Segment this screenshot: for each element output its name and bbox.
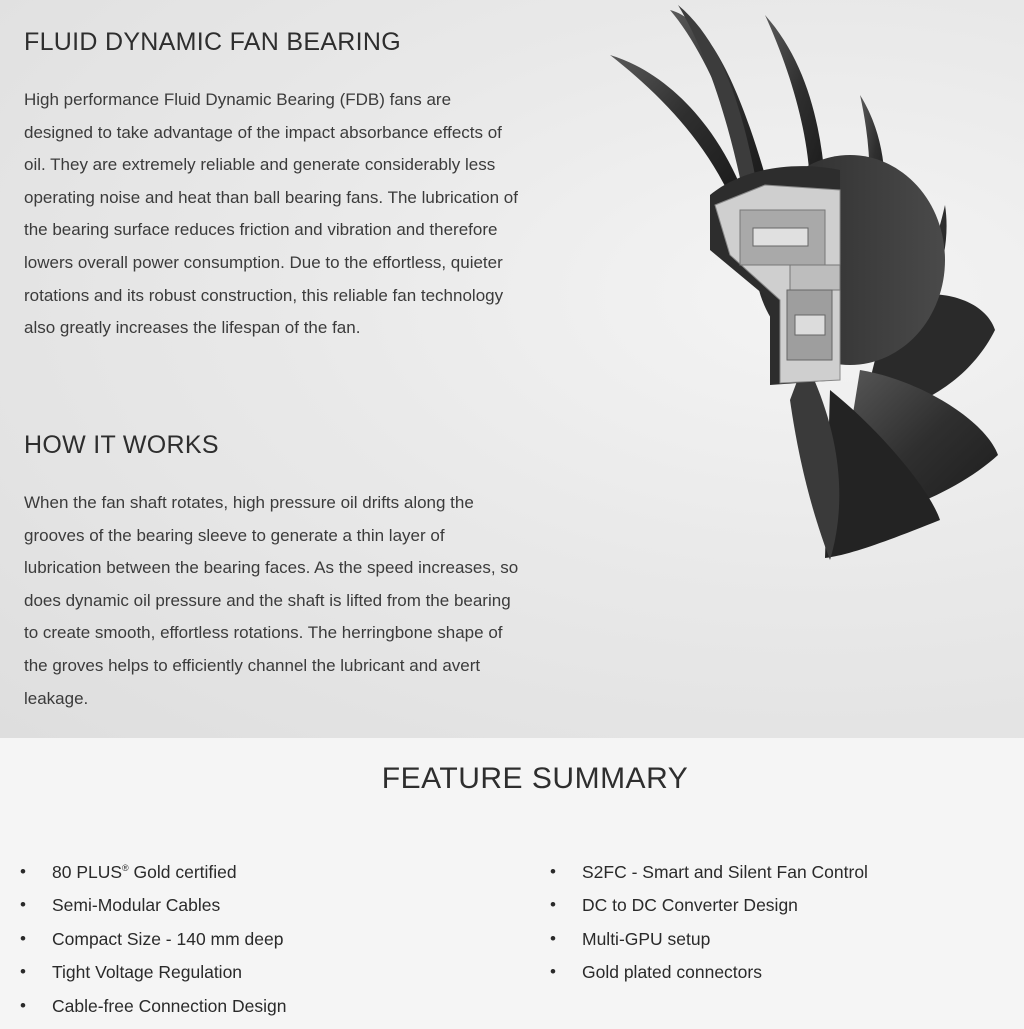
feature-text-suffix: Gold certified [128,862,237,882]
feature-text: Compact Size - 140 mm deep [52,928,284,949]
how-it-works-heading: HOW IT WORKS [24,431,219,459]
fdb-paragraph: High performance Fluid Dynamic Bearing (FDB) fans are designed to take advantage of the impact absorbance effects of oil. They are extremely reliable and generate considerably less operating noise and heat than ball bearing fans. The lubrication of the bearing surface reduces friction and vibration and therefore lowers overall power consumption. Due to the effortless, quieter rotations and its robust construction, this reliable fan technology also greatly increases the lifespan of the fan. [24,90,518,338]
bullet-icon: • [550,862,556,881]
list-item [550,929,868,962]
bullet-icon: • [550,962,556,982]
list-item [20,962,286,995]
bullet-icon: • [20,928,26,948]
feature-text: Semi-Modular Cables [52,895,221,916]
feature-text: Tight Voltage Regulation [52,962,243,983]
list-item [20,929,286,962]
feature-list-left [20,862,286,1029]
how-it-works-paragraph: When the fan shaft rotates, high pressure oil drifts along the grooves of the bearing sleeve to generate a thin layer of lubrication between the bearing faces. As the speed increases, so does dynamic oil pressure and the shaft is lifted from the bearing to create smooth, effortless rotations. The herringbone shape of the groves helps to efficiently channel the lubricant and avert leakage. [24,493,519,708]
list-item [550,895,868,928]
bullet-icon: • [20,995,26,1015]
feature-summary-section [0,738,1024,1024]
feature-summary-title: FEATURE SUMMARY [381,762,689,795]
list-item [550,962,868,995]
list-item [20,895,286,928]
feature-list-right [550,862,868,996]
fan-cutaway-icon [590,0,1010,570]
feature-text: Multi-GPU setup [582,928,711,949]
fdb-heading: FLUID DYNAMIC FAN BEARING [24,28,401,56]
bullet-icon: • [550,928,556,948]
trademark-mark: ® [122,863,129,874]
bullet-icon: • [20,895,26,915]
feature-text: Gold plated connectors [582,962,762,983]
feature-text: 80 PLUS [52,862,123,882]
feature-text: DC to DC Converter Design [582,895,798,916]
bullet-icon: • [20,962,26,982]
list-item [550,862,868,895]
feature-text: S2FC - Smart and Silent Fan Control [582,862,868,882]
feature-text: Cable-free Connection Design [52,995,287,1016]
bullet-icon: • [550,895,556,915]
bullet-icon: • [20,862,26,881]
list-item [20,862,286,895]
